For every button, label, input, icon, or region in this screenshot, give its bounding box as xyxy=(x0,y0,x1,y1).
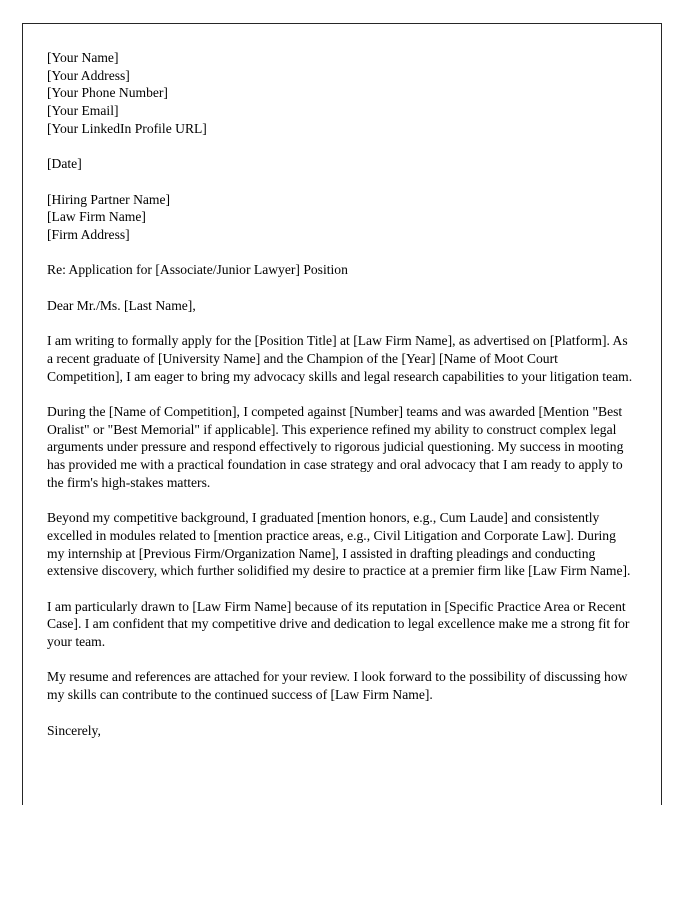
body-paragraph-4: I am particularly drawn to [Law Firm Name] because of its reputation in [Specific Practice Area or Recent Case]. I am confident that my competitive drive and dedication to legal excellence make me a strong fit for your team. xyxy=(47,598,630,650)
body-paragraph-5: My resume and references are attached for your review. I look forward to the possibility of discussing how my skills can contribute to the continued success of [Law Firm Name]. xyxy=(47,669,628,703)
recipient-firm-address: [Firm Address] xyxy=(47,227,130,242)
subject-line: Re: Application for [Associate/Junior Lawyer] Position xyxy=(47,262,348,278)
body-paragraph-1: I am writing to formally apply for the [Position Title] at [Law Firm Name], as advertised on [Platform]. As a recent graduate of [University Name] and the Champion of the [Year] [Name of Moot Court Competition], I am eager to bring my advocacy skills and legal research capabilities to your litigation team. xyxy=(47,333,633,384)
date-block xyxy=(47,155,633,173)
sender-address-block xyxy=(47,49,633,138)
closing-salutation: Sincerely, xyxy=(47,722,101,738)
letter-date: [Date] xyxy=(47,156,82,172)
recipient-address-block xyxy=(47,191,633,244)
letter-body xyxy=(47,49,633,757)
body-paragraph-3: Beyond my competitive background, I graduated [mention honors, e.g., Cum Laude] and consistently excelled in modules related to [mention practice areas, e.g., Civil Litigation and Corporate Law]. During my internship at [Previous Firm/Organization Name], I assisted in drafting pleadings and conducting extensive discovery, which further solidified my desire to practice at a premier firm like [Law Firm Name]. xyxy=(47,510,631,579)
letter-page-sheet xyxy=(22,23,662,805)
sender-phone: [Your Phone Number] xyxy=(47,85,168,101)
recipient-firm-name: [Law Firm Name] xyxy=(47,209,146,225)
sender-email: [Your Email] xyxy=(47,103,119,119)
sender-name: [Your Name] xyxy=(47,50,119,65)
recipient-name: [Hiring Partner Name] xyxy=(47,191,171,207)
body-paragraph-2: During the [Name of Competition], I competed against [Number] teams and was awarded [Mention "Best Oralist" or "Best Memorial" if applicable]. This experience refined my ability to construct complex legal arguments under pressure and respond effectively to rigorous judicial questioning. My success in mooting has provided me with a practical foundation in case strategy and oral advocacy that I am ready to apply to the firm's high-stakes matters. xyxy=(47,403,624,490)
sender-address: [Your Address] xyxy=(47,67,130,83)
salutation: Dear Mr./Ms. [Last Name], xyxy=(47,297,196,313)
sender-linkedin-url: [Your LinkedIn Profile URL] xyxy=(47,120,207,136)
